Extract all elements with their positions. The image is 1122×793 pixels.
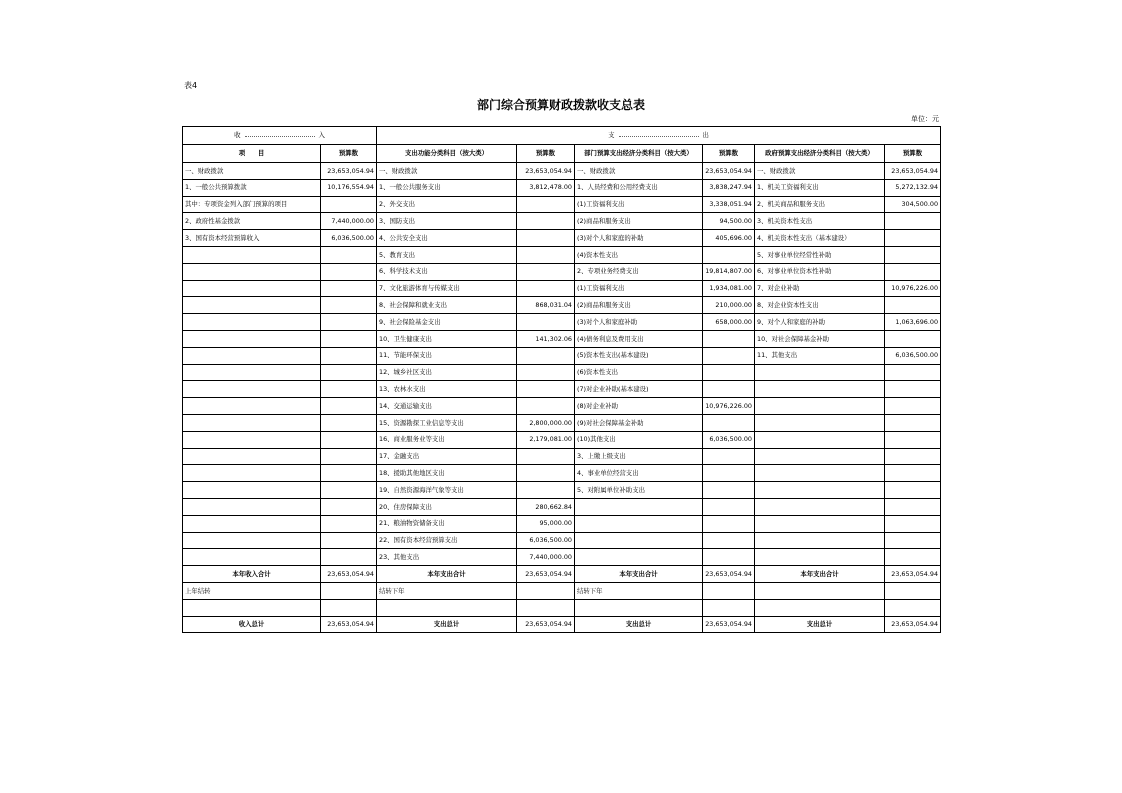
income-item-cell	[183, 280, 321, 297]
gov-econ-amount-cell	[885, 213, 941, 230]
dept-econ-amount-cell: 10,976,226.00	[703, 398, 755, 415]
gov-econ-amount-cell	[885, 549, 941, 566]
income-amount-cell	[321, 398, 377, 415]
function-item-cell: 15、资源勘探工业信息等支出	[377, 414, 517, 431]
income-item-cell	[183, 515, 321, 532]
dotted-leader	[619, 135, 699, 137]
income-amount-cell	[321, 515, 377, 532]
income-amount-cell	[321, 465, 377, 482]
table-number: 表4	[184, 81, 198, 90]
grand-total-amount: 23,653,054.94	[517, 616, 575, 633]
income-item-cell	[183, 347, 321, 364]
dept-econ-amount-cell	[703, 448, 755, 465]
function-item-cell: 一、财政拨款	[377, 163, 517, 180]
table-row	[183, 549, 941, 566]
carry-over-cell: 结转下年	[377, 582, 517, 599]
dept-econ-amount-cell: 94,500.00	[703, 213, 755, 230]
dept-econ-item-cell: (9)对社会保障基金补助	[575, 414, 703, 431]
dept-econ-item-cell	[575, 515, 703, 532]
dept-econ-amount-cell: 3,338,051.94	[703, 196, 755, 213]
gov-econ-amount-cell	[885, 498, 941, 515]
dept-econ-amount-cell	[703, 246, 755, 263]
function-amount-cell: 6,036,500.00	[517, 532, 575, 549]
gov-econ-amount-cell	[885, 398, 941, 415]
table-row	[183, 314, 941, 331]
function-item-cell: 1、一般公共服务支出	[377, 179, 517, 196]
dept-econ-item-cell: (3)对个人和家庭补助	[575, 314, 703, 331]
dept-econ-item-cell	[575, 498, 703, 515]
function-amount-cell	[517, 465, 575, 482]
function-item-cell: 12、城乡社区支出	[377, 364, 517, 381]
function-item-cell: 23、其他支出	[377, 549, 517, 566]
income-item-cell	[183, 431, 321, 448]
income-amount-cell	[321, 431, 377, 448]
dept-econ-item-cell	[575, 532, 703, 549]
dept-econ-item-cell: 2、专项业务经费支出	[575, 263, 703, 280]
income-item-cell: 3、国有资本经营预算收入	[183, 230, 321, 247]
function-amount-cell	[517, 398, 575, 415]
carry-over-cell	[517, 582, 575, 599]
income-item-cell	[183, 246, 321, 263]
income-section-header	[183, 127, 377, 145]
dept-econ-item-cell: (10)其他支出	[575, 431, 703, 448]
blank-cell	[885, 599, 941, 616]
income-amount-cell: 23,653,054.94	[321, 163, 377, 180]
table-row	[183, 330, 941, 347]
function-item-cell: 18、援助其他地区支出	[377, 465, 517, 482]
carry-over-cell	[755, 582, 885, 599]
dept-econ-amount-cell	[703, 549, 755, 566]
gov-econ-item-cell	[755, 381, 885, 398]
gov-econ-item-cell	[755, 364, 885, 381]
income-amount-cell	[321, 330, 377, 347]
gov-econ-item-cell	[755, 414, 885, 431]
function-amount-cell	[517, 263, 575, 280]
income-item-cell	[183, 532, 321, 549]
dept-econ-item-cell: (1)工资福利支出	[575, 280, 703, 297]
gov-econ-amount-cell	[885, 381, 941, 398]
gov-econ-item-cell	[755, 448, 885, 465]
income-item-cell	[183, 549, 321, 566]
function-item-cell: 19、自然资源海洋气象等支出	[377, 482, 517, 499]
income-item-cell: 1、一般公共预算拨款	[183, 179, 321, 196]
function-item-cell: 6、科学技术支出	[377, 263, 517, 280]
function-amount-cell: 141,302.06	[517, 330, 575, 347]
gov-econ-item-cell: 一、财政拨款	[755, 163, 885, 180]
grand-total-row	[183, 616, 941, 633]
income-item-cell: 其中：专项资金列入部门预算的项目	[183, 196, 321, 213]
table-row	[183, 163, 941, 180]
gov-econ-amount-cell	[885, 465, 941, 482]
income-amount-cell	[321, 381, 377, 398]
function-item-cell: 3、国防支出	[377, 213, 517, 230]
function-amount-cell	[517, 213, 575, 230]
column-header-row	[183, 145, 941, 163]
table-row	[183, 263, 941, 280]
total-amount: 23,653,054.94	[517, 566, 575, 583]
function-amount-cell	[517, 381, 575, 398]
carry-over-cell	[703, 582, 755, 599]
dept-econ-amount-cell	[703, 330, 755, 347]
income-item-cell	[183, 448, 321, 465]
function-item-cell: 14、交通运输支出	[377, 398, 517, 415]
dept-econ-item-cell: (8)对企业补助	[575, 398, 703, 415]
income-label-2: 入	[318, 131, 325, 140]
income-amount-cell	[321, 314, 377, 331]
function-item-cell: 22、国有资本经营预算支出	[377, 532, 517, 549]
expense-label-1: 支	[608, 131, 615, 140]
income-amount-cell	[321, 297, 377, 314]
grand-total-label: 支出总计	[575, 616, 703, 633]
table-row	[183, 347, 941, 364]
totals-row	[183, 566, 941, 583]
dept-econ-item-cell: (3)对个人和家庭的补助	[575, 230, 703, 247]
column-header: 支出功能分类科目（按大类）	[377, 145, 517, 163]
table-row	[183, 280, 941, 297]
dept-econ-item-cell	[575, 549, 703, 566]
dept-econ-amount-cell	[703, 381, 755, 398]
function-amount-cell	[517, 364, 575, 381]
function-item-cell: 20、住房保障支出	[377, 498, 517, 515]
dept-econ-item-cell: (7)对企业补助(基本建设)	[575, 381, 703, 398]
carry-over-row	[183, 582, 941, 599]
function-amount-cell: 868,031.04	[517, 297, 575, 314]
function-amount-cell	[517, 482, 575, 499]
table-row	[183, 297, 941, 314]
gov-econ-amount-cell	[885, 448, 941, 465]
table-row	[183, 515, 941, 532]
blank-cell	[321, 599, 377, 616]
table-row	[183, 465, 941, 482]
blank-cell	[517, 599, 575, 616]
dept-econ-item-cell: (6)资本性支出	[575, 364, 703, 381]
dotted-leader	[245, 135, 315, 137]
function-item-cell: 21、粮油物资储备支出	[377, 515, 517, 532]
function-amount-cell: 2,179,081.00	[517, 431, 575, 448]
dept-econ-amount-cell: 658,000.00	[703, 314, 755, 331]
dept-econ-item-cell: 5、对附属单位补助支出	[575, 482, 703, 499]
dept-econ-amount-cell: 405,696.00	[703, 230, 755, 247]
grand-total-amount: 23,653,054.94	[885, 616, 941, 633]
carry-over-cell	[885, 582, 941, 599]
dept-econ-amount-cell	[703, 532, 755, 549]
page-title: 部门综合预算财政拨款收支总表	[476, 98, 645, 112]
gov-econ-amount-cell: 23,653,054.94	[885, 163, 941, 180]
gov-econ-item-cell	[755, 482, 885, 499]
income-amount-cell	[321, 414, 377, 431]
function-amount-cell: 280,662.84	[517, 498, 575, 515]
dept-econ-amount-cell	[703, 364, 755, 381]
income-amount-cell	[321, 196, 377, 213]
income-item-cell	[183, 330, 321, 347]
income-item-cell	[183, 465, 321, 482]
function-item-cell: 11、节能环保支出	[377, 347, 517, 364]
dept-econ-amount-cell: 210,000.00	[703, 297, 755, 314]
income-amount-cell: 6,036,500.00	[321, 230, 377, 247]
gov-econ-amount-cell	[885, 263, 941, 280]
total-amount: 23,653,054.94	[885, 566, 941, 583]
gov-econ-amount-cell	[885, 230, 941, 247]
gov-econ-amount-cell: 6,036,500.00	[885, 347, 941, 364]
function-amount-cell	[517, 230, 575, 247]
function-amount-cell: 3,812,478.00	[517, 179, 575, 196]
grand-total-label: 支出总计	[377, 616, 517, 633]
income-item-cell: 一、财政拨款	[183, 163, 321, 180]
income-amount-cell	[321, 246, 377, 263]
gov-econ-amount-cell: 10,976,226.00	[885, 280, 941, 297]
gov-econ-item-cell: 5、对事业单位经常性补助	[755, 246, 885, 263]
dept-econ-amount-cell	[703, 465, 755, 482]
function-item-cell: 17、金融支出	[377, 448, 517, 465]
column-header: 项 目	[183, 145, 321, 163]
table-row	[183, 196, 941, 213]
gov-econ-item-cell	[755, 515, 885, 532]
section-header-row	[183, 127, 941, 145]
blank-cell	[575, 599, 703, 616]
function-item-cell: 9、社会保险基金支出	[377, 314, 517, 331]
dept-econ-item-cell: (5)资本性支出(基本建设)	[575, 347, 703, 364]
gov-econ-amount-cell	[885, 246, 941, 263]
grand-total-label: 收入总计	[183, 616, 321, 633]
column-header: 预算数	[321, 145, 377, 163]
grand-total-label: 支出总计	[755, 616, 885, 633]
table-row	[183, 213, 941, 230]
table-row	[183, 414, 941, 431]
dept-econ-amount-cell	[703, 347, 755, 364]
gov-econ-item-cell	[755, 431, 885, 448]
gov-econ-amount-cell: 5,272,132.94	[885, 179, 941, 196]
total-label: 本年支出合计	[575, 566, 703, 583]
dept-econ-amount-cell: 6,036,500.00	[703, 431, 755, 448]
income-item-cell	[183, 482, 321, 499]
gov-econ-amount-cell	[885, 364, 941, 381]
table-row	[183, 179, 941, 196]
function-amount-cell: 2,800,000.00	[517, 414, 575, 431]
income-item-cell	[183, 381, 321, 398]
table-row	[183, 230, 941, 247]
gov-econ-item-cell	[755, 532, 885, 549]
dept-econ-item-cell: (1)工资福利支出	[575, 196, 703, 213]
function-amount-cell: 23,653,054.94	[517, 163, 575, 180]
income-label-1: 收	[234, 131, 241, 140]
gov-econ-item-cell	[755, 398, 885, 415]
function-amount-cell	[517, 314, 575, 331]
income-item-cell: 2、政府性基金拨款	[183, 213, 321, 230]
gov-econ-item-cell: 1、机关工资福利支出	[755, 179, 885, 196]
blank-row	[183, 599, 941, 616]
gov-econ-item-cell: 3、机关资本性支出	[755, 213, 885, 230]
income-amount-cell	[321, 549, 377, 566]
gov-econ-item-cell: 8、对企业资本性支出	[755, 297, 885, 314]
gov-econ-item-cell: 7、对企业补助	[755, 280, 885, 297]
income-item-cell	[183, 498, 321, 515]
dept-econ-amount-cell: 19,814,807.00	[703, 263, 755, 280]
dept-econ-item-cell: 一、财政拨款	[575, 163, 703, 180]
dept-econ-amount-cell	[703, 515, 755, 532]
function-amount-cell	[517, 196, 575, 213]
column-header: 部门预算支出经济分类科目（按大类）	[575, 145, 703, 163]
function-amount-cell	[517, 246, 575, 263]
dept-econ-amount-cell: 3,838,247.94	[703, 179, 755, 196]
income-item-cell	[183, 297, 321, 314]
table-row	[183, 431, 941, 448]
table-row	[183, 398, 941, 415]
function-item-cell: 5、教育支出	[377, 246, 517, 263]
grand-total-amount: 23,653,054.94	[321, 616, 377, 633]
gov-econ-item-cell: 4、机关资本性支出（基本建设）	[755, 230, 885, 247]
column-header: 预算数	[517, 145, 575, 163]
dept-econ-item-cell: 1、人员经费和公用经费支出	[575, 179, 703, 196]
total-amount: 23,653,054.94	[703, 566, 755, 583]
total-label: 本年支出合计	[377, 566, 517, 583]
gov-econ-amount-cell	[885, 297, 941, 314]
function-amount-cell: 7,440,000.00	[517, 549, 575, 566]
gov-econ-amount-cell	[885, 330, 941, 347]
dept-econ-item-cell: 3、上缴上级支出	[575, 448, 703, 465]
table-row	[183, 246, 941, 263]
income-amount-cell: 7,440,000.00	[321, 213, 377, 230]
dept-econ-amount-cell: 1,934,081.00	[703, 280, 755, 297]
total-label: 本年收入合计	[183, 566, 321, 583]
income-amount-cell: 10,176,554.94	[321, 179, 377, 196]
dept-econ-amount-cell	[703, 498, 755, 515]
gov-econ-amount-cell	[885, 431, 941, 448]
income-item-cell	[183, 314, 321, 331]
column-header: 预算数	[885, 145, 941, 163]
gov-econ-amount-cell	[885, 515, 941, 532]
gov-econ-amount-cell: 304,500.00	[885, 196, 941, 213]
gov-econ-item-cell: 9、对个人和家庭的补助	[755, 314, 885, 331]
blank-cell	[183, 599, 321, 616]
function-amount-cell	[517, 280, 575, 297]
income-item-cell	[183, 364, 321, 381]
function-item-cell: 7、文化旅游体育与传媒支出	[377, 280, 517, 297]
gov-econ-item-cell: 11、其他支出	[755, 347, 885, 364]
dept-econ-amount-cell	[703, 414, 755, 431]
column-header: 政府预算支出经济分类科目（按大类）	[755, 145, 885, 163]
function-item-cell: 8、社会保障和就业支出	[377, 297, 517, 314]
gov-econ-item-cell	[755, 465, 885, 482]
blank-cell	[377, 599, 517, 616]
dept-econ-item-cell: 4、事业单位经营支出	[575, 465, 703, 482]
gov-econ-amount-cell: 1,063,696.00	[885, 314, 941, 331]
gov-econ-item-cell	[755, 549, 885, 566]
blank-cell	[755, 599, 885, 616]
table-row	[183, 381, 941, 398]
carry-over-cell	[321, 582, 377, 599]
function-amount-cell	[517, 347, 575, 364]
income-amount-cell	[321, 448, 377, 465]
carry-over-cell: 结转下年	[575, 582, 703, 599]
gov-econ-amount-cell	[885, 414, 941, 431]
income-amount-cell	[321, 280, 377, 297]
dept-econ-item-cell: (4)资本性支出	[575, 246, 703, 263]
carry-over-cell: 上年结转	[183, 582, 321, 599]
income-item-cell	[183, 398, 321, 415]
income-amount-cell	[321, 263, 377, 280]
gov-econ-item-cell: 2、机关商品和服务支出	[755, 196, 885, 213]
income-amount-cell	[321, 364, 377, 381]
function-item-cell: 10、卫生健康支出	[377, 330, 517, 347]
gov-econ-item-cell: 10、对社会保障基金补助	[755, 330, 885, 347]
total-amount: 23,653,054.94	[321, 566, 377, 583]
income-item-cell	[183, 414, 321, 431]
table-row	[183, 364, 941, 381]
gov-econ-item-cell: 6、对事业单位资本性补助	[755, 263, 885, 280]
total-label: 本年支出合计	[755, 566, 885, 583]
function-item-cell: 13、农林水支出	[377, 381, 517, 398]
dept-econ-amount-cell	[703, 482, 755, 499]
function-item-cell: 4、公共安全支出	[377, 230, 517, 247]
income-item-cell	[183, 263, 321, 280]
table-row	[183, 532, 941, 549]
blank-cell	[703, 599, 755, 616]
function-amount-cell	[517, 448, 575, 465]
table-row	[183, 482, 941, 499]
function-item-cell: 16、商业服务业等支出	[377, 431, 517, 448]
function-item-cell: 2、外交支出	[377, 196, 517, 213]
gov-econ-amount-cell	[885, 532, 941, 549]
function-amount-cell: 95,000.00	[517, 515, 575, 532]
gov-econ-item-cell	[755, 498, 885, 515]
expense-section-header	[377, 127, 941, 145]
table-row	[183, 498, 941, 515]
expense-label-2: 出	[702, 131, 709, 140]
income-amount-cell	[321, 347, 377, 364]
dept-econ-amount-cell: 23,653,054.94	[703, 163, 755, 180]
table-row	[183, 448, 941, 465]
income-amount-cell	[321, 482, 377, 499]
grand-total-amount: 23,653,054.94	[703, 616, 755, 633]
column-header: 预算数	[703, 145, 755, 163]
unit-label: 单位：元	[911, 115, 939, 123]
dept-econ-item-cell: (4)债务利息及费用支出	[575, 330, 703, 347]
income-amount-cell	[321, 532, 377, 549]
gov-econ-amount-cell	[885, 482, 941, 499]
income-amount-cell	[321, 498, 377, 515]
budget-table	[182, 126, 941, 633]
dept-econ-item-cell: (2)商品和服务支出	[575, 213, 703, 230]
dept-econ-item-cell: (2)商品和服务支出	[575, 297, 703, 314]
